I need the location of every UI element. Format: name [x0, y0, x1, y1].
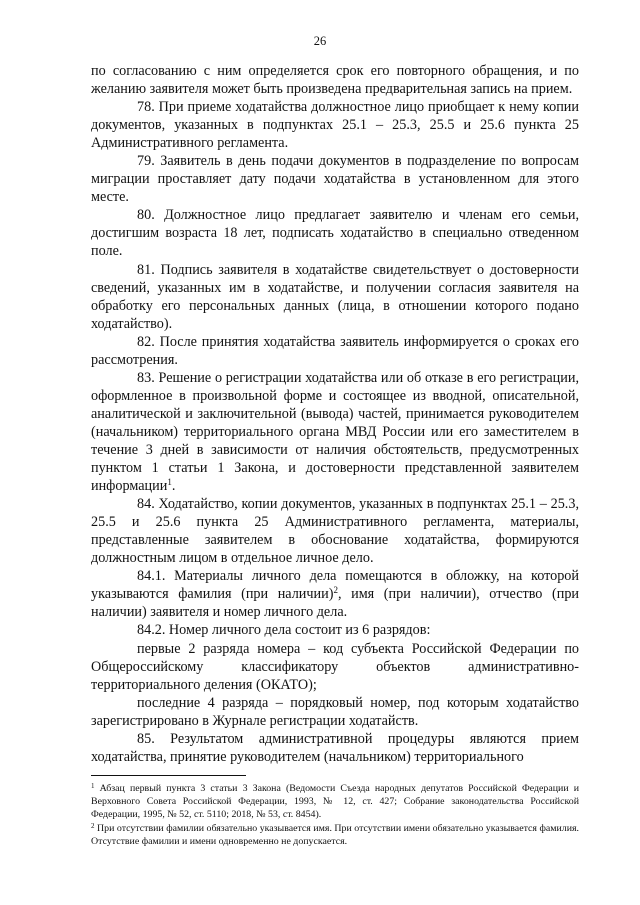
- paragraph-84-1-tail: , имя (при наличии), отчество (при наличии) заявителя и номер личного дела.: [91, 586, 580, 621]
- paragraph-last-digits: последние 4 разряда – порядковый номер, под которым ходатайство зарегистрировано в Журнале регистрации ходатайств.: [91, 694, 579, 729]
- paragraph-83: [91, 369, 579, 495]
- footnote-1-text: Абзац первый пункта 3 статьи 3 Закона (Ведомости Съезда народных депутатов Российской Федерации и Верховного Совета Российской Федерации, 1993, № 12, ст. 427; Собрание законодательства Российской Федерации, 1995, № 52, ст. 5110; 2018, № 53, ст. 8454).: [91, 783, 579, 821]
- paragraph-85: 85. Результатом административной процедуры являются прием ходатайства, принятие руководителем (начальником) территориального: [91, 730, 579, 765]
- paragraph-80: 80. Должностное лицо предлагает заявителю и членам его семьи, достигшим возраста 18 лет, подписать ходатайство в специально отведенном поле.: [91, 207, 579, 260]
- paragraph-first-digits: первые 2 разряда номера – код субъекта Российской Федерации по Общероссийскому классификатору объектов административно-территориального деления (ОКАТО);: [91, 640, 579, 693]
- footnote-separator: [91, 775, 246, 776]
- footnote-2: [91, 822, 579, 848]
- page-number: 26: [313, 34, 327, 48]
- footnote-marker-1: 1: [91, 782, 95, 790]
- footnote-marker-2: 2: [91, 821, 95, 830]
- footnote-ref-2[interactable]: 2: [333, 585, 338, 596]
- paragraph-84-2: 84.2. Номер личного дела состоит из 6 разрядов:: [137, 622, 431, 639]
- paragraph-84: 84. Ходатайство, копии документов, указанных в подпунктах 25.1 – 25.3, 25.5 и 25.6 пункта 25 Административного регламента, материалы, представленные заявителем в обоснование ходатайства, формируются должностным лицом в отдельное личное дело.: [91, 496, 579, 567]
- paragraph-83-text: 83. Решение о регистрации ходатайства или об отказе в его регистрации, оформленное в произвольной форме и состоящее из вводной, описательной, аналитической и заключительной (вывода) частей, принимается руководителем (начальником) территориального органа МВД России или его заместителем в течение 3 дней в зависимости от наличия обстоятельств, предусмотренных пунктом 1 статьи 1 Закона, и достоверности представленной заявителем информации: [91, 369, 579, 495]
- body-text: [91, 62, 579, 766]
- paragraph-83-tail: .: [171, 478, 176, 495]
- footnotes: [91, 782, 579, 848]
- paragraph-79: 79. Заявитель в день подачи документов в подразделение по вопросам миграции проставляет дату подачи ходатайства в установленном для этого месте.: [91, 153, 579, 206]
- paragraph-81: 81. Подпись заявителя в ходатайстве свидетельствует о достоверности сведений, указанных им в ходатайстве, и получении согласия заявителя на обработку его персональных данных (лица, в отношении которого подано ходатайство).: [91, 261, 579, 332]
- paragraph-84-1-text: 84.1. Материалы личного дела помещаются в обложку, на которой указываются фамилия (при наличии): [91, 568, 579, 603]
- paragraph-78: 78. При приеме ходатайства должностное лицо приобщает к нему копии документов, указанных в подпунктах 25.1 – 25.3, 25.5 и 25.6 пункта 25 Административного регламента.: [91, 99, 579, 152]
- paragraph-84-1: [91, 567, 579, 621]
- footnote-2-text: При отсутствии фамилии обязательно указывается имя. При отсутствии имени обязательно указывается фамилия. Отсутствие фамилии и имени одновременно не допускается.: [91, 822, 579, 847]
- paragraph-82: 82. После принятия ходатайства заявитель информируется о сроках его рассмотрения.: [91, 333, 579, 368]
- footnote-ref-1[interactable]: 1: [167, 477, 172, 488]
- footnote-1: [91, 782, 579, 822]
- paragraph-continuation: по согласованию с ним определяется срок его повторного обращения, и по желанию заявителя может быть произведена предварительная запись на прием.: [91, 63, 579, 98]
